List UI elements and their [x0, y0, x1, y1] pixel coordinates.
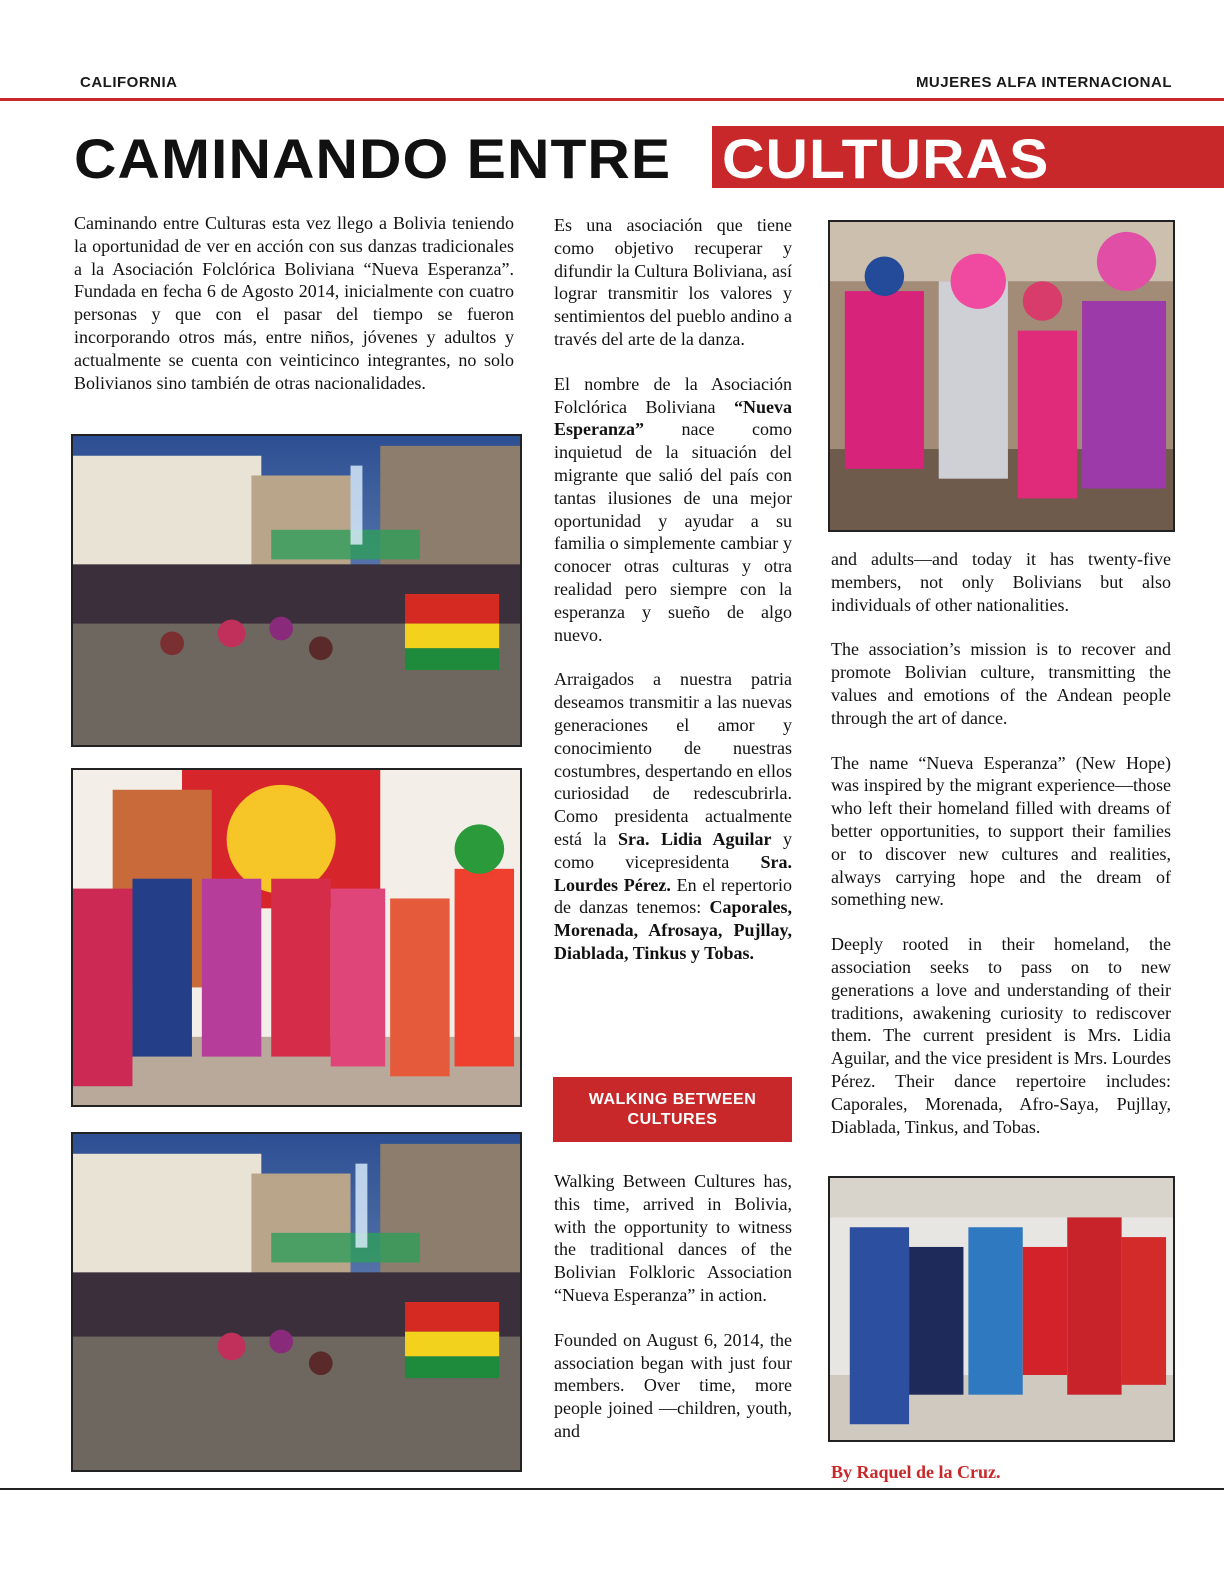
english-paragraph-4: The association’s mission is to recover and promote Bolivian culture, transmitting the values and emotions of the Andean people through the art of dance. [831, 639, 1171, 728]
english-paragraph-2: Founded on August 6, 2014, the association began with just four members. Over time, more people joined —children, youth, and [554, 1329, 792, 1441]
english-paragraph-3: and adults—and today it has twenty-five members, not only Bolivians but also individuals of other nationalities. [831, 549, 1171, 615]
spanish-intro: Caminando entre Culturas esta vez llego a Bolivia teniendo la oportunidad de ver en acción con sus danzas tradicionales a la Asociación Folclórica Boliviana “Nueva Esperanza”. Fundada en fecha 6 de Agosto 2014, inicialmente con cuatro personas y que con el pasar del tiempo se fueron incorporando otros más, entre niños, jóvenes y adultos y actualmente se cuenta con veinticinco integrantes, no solo Bolivianos sino también de otras nacionalidades. [74, 213, 514, 393]
english-section-title [553, 1077, 792, 1142]
english-start-column [554, 1170, 792, 1465]
vice-president-name: Sra. Lourdes Pérez. [554, 851, 792, 895]
english-paragraph-5: The name “Nueva Esperanza” (New Hope) was inspired by the migrant experience—those who left their homeland filled with dreams of better opportunities, to support their families or to discover new cultures and realities, always carrying hope and the dream of something new. [831, 752, 1171, 910]
article-title-highlight: CULTURAS [722, 127, 1050, 190]
publication-name: MUJERES ALFA INTERNACIONAL [915, 74, 1172, 91]
association-name: “Nueva Esperanza” [554, 396, 792, 440]
section-label: CALIFORNIA [80, 74, 178, 91]
photo-dancers-indoor [828, 220, 1175, 532]
photo-plaza-dancers [71, 434, 522, 747]
header-rule [0, 98, 1224, 101]
english-paragraph-1: Walking Between Cultures has, this time, arrived in Bolivia, with the opportunity to witness the traditional dances of the Bolivian Folkloric Association “Nueva Esperanza” in action. [554, 1171, 792, 1305]
spanish-paragraph-2 [554, 373, 792, 647]
spanish-paragraph-1: Es una asociación que tiene como objetivo recuperar y difundir la Cultura Boliviana, así lograr transmitir los valores y sentimientos del pueblo andino a través del arte de la danza. [554, 215, 792, 349]
english-paragraph-6: Deeply rooted in their homeland, the association seeks to pass on to new generations a love and understanding of their traditions, awakening curiosity to rediscover them. The current president is Mrs. Lidia Aguilar, and the vice president is Mrs. Lourdes Pérez. Their dance repertoire includes: Caporales, Morenada, Afro-Saya, Pujllay, Diablada, Tinkus, and Tobas. [831, 934, 1171, 1137]
dance-list: Caporales, Morenada, Afrosaya, Pujllay, Diablada, Tinkus y Tobas. [554, 897, 792, 963]
photo-caporales-dancers [828, 1176, 1175, 1442]
text-run: y como vicepresidenta [554, 828, 792, 872]
text-run: En el repertorio de danzas tenemos: [554, 874, 793, 918]
spanish-paragraph-3 [554, 668, 792, 964]
text-run: Arraigados a nuestra patria deseamos transmitir a las nuevas generaciones el amor y conocimiento de nuestras costumbres, despertando en ellos curiosidad de redescubrirla. Como presidenta actualmente está la [554, 669, 792, 849]
english-continued-column [831, 548, 1171, 1160]
footer-rule [0, 1488, 1224, 1490]
president-name: Sra. Lidia Aguilar [617, 828, 772, 849]
byline: By Raquel de la Cruz. [831, 1462, 1001, 1482]
text-run: nace como inquietud de la situación del migrante que salió del país con tantas ilusiones de una mejor oportunidad y ayudar a su familia o simplemente cambiar y conocer otras culturas y otra realidad pero siempre con la esperanza y sueño de algo nuevo. [554, 419, 792, 645]
photo-plaza-dancers-2 [71, 1132, 522, 1472]
text-run: El nombre de la Asociación Folclórica Boliviana [554, 373, 792, 417]
english-title-text: WALKING BETWEEN CULTURES [588, 1090, 757, 1128]
spanish-main-column [554, 214, 792, 987]
spanish-intro-column [74, 212, 514, 416]
photo-group-costumes [71, 768, 522, 1107]
article-title: CAMINANDO ENTRE [74, 127, 672, 190]
